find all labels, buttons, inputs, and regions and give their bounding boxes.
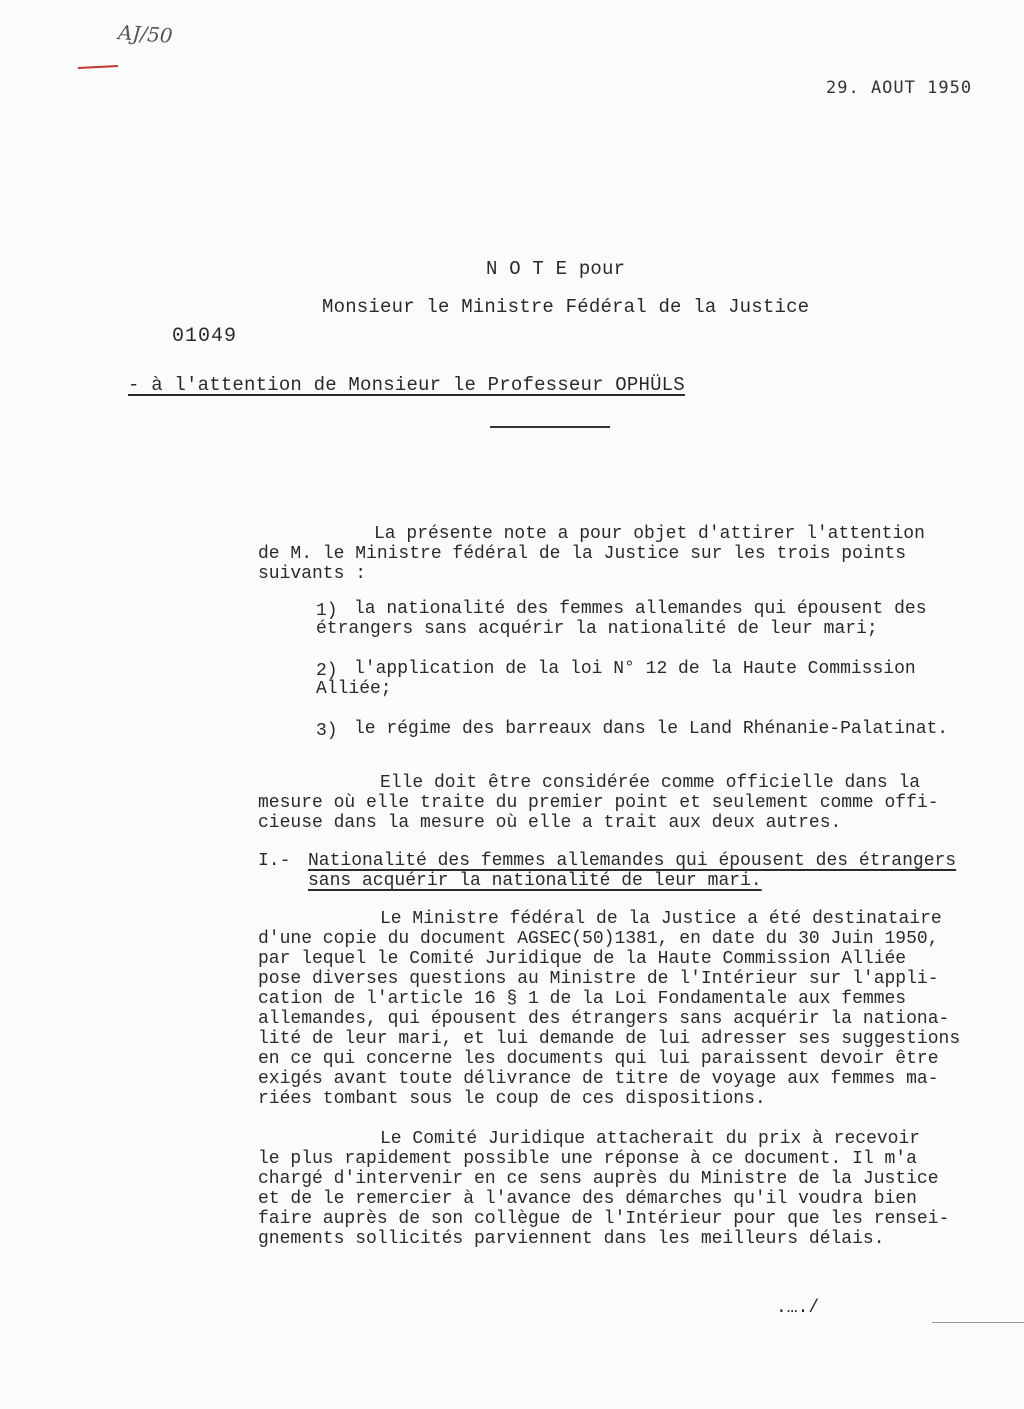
document-number: 01049 (172, 325, 238, 348)
point-2-number: 2) (316, 661, 338, 681)
date-stamp: 29. AOUT 1950 (826, 78, 973, 98)
para2-line: et de le remercier à l'avance des démarches qu'il voudra bien (258, 1189, 917, 1209)
para2-line: chargé d'intervenir en ce sens auprès du Ministre de la Justice (258, 1169, 939, 1189)
para1-line: exigés avant toute délivrance de titre de voyage aux femmes ma- (258, 1069, 939, 1089)
para1-line: en ce qui concerne les documents qui lui paraissent devoir être (258, 1049, 939, 1069)
attention-line: - à l'attention de Monsieur le Professeur OPHÜLS (128, 374, 685, 396)
point-1-number: 1) (316, 601, 338, 621)
section-1-label: I.- (258, 851, 291, 871)
official-line-1: Elle doit être considérée comme officielle dans la (380, 773, 921, 793)
handwritten-reference: AJ/50 (117, 20, 174, 48)
continuation-mark: .…./ (776, 1298, 820, 1318)
para1-line: Le Ministre fédéral de la Justice a été destinataire (380, 909, 942, 929)
para2-line: le plus rapidement possible une réponse à ce document. Il m'a (258, 1149, 917, 1169)
red-pencil-mark (78, 65, 118, 69)
point-3-number: 3) (316, 721, 338, 741)
intro-line-3: suivants : (258, 564, 367, 584)
note-title: N O T E pour (486, 258, 626, 280)
intro-line-1: La présente note a pour objet d'attirer l'attention (374, 524, 925, 544)
para2-line: gnements sollicités parviennent dans les meilleurs délais. (258, 1229, 885, 1249)
section-1-heading-1: Nationalité des femmes allemandes qui épousent des étrangers (308, 851, 957, 871)
para1-line: par lequel le Comité Juridique de la Haute Commission Alliée (258, 949, 907, 969)
para1-line: d'une copie du document AGSEC(50)1381, en date du 30 Juin 1950, (258, 929, 939, 949)
point-2-line-1: l'application de la loi N° 12 de la Haute Commission (354, 659, 916, 679)
para1-line: allemandes, qui épousent des étrangers sans acquérir la nationa- (258, 1009, 950, 1029)
para1-line: lité de leur mari, et lui demande de lui adresser ses suggestions (258, 1029, 961, 1049)
section-1-heading-2: sans acquérir la nationalité de leur mari. (308, 871, 762, 891)
para1-line: pose diverses questions au Ministre de l'Intérieur sur l'appli- (258, 969, 939, 989)
edge-line (932, 1322, 1024, 1323)
point-1-line-1: la nationalité des femmes allemandes qui épousent des (354, 599, 927, 619)
para2-line: Le Comité Juridique attacherait du prix à recevoir (380, 1129, 921, 1149)
point-3-line-1: le régime des barreaux dans le Land Rhénanie-Palatinat. (354, 719, 949, 739)
para2-line: faire auprès de son collègue de l'Intérieur pour que les rensei- (258, 1209, 950, 1229)
title-divider (490, 426, 610, 428)
official-line-2: mesure où elle traite du premier point et seulement comme offi- (258, 793, 939, 813)
point-2-line-2: Alliée; (316, 679, 392, 699)
official-line-3: cieuse dans la mesure où elle a trait aux deux autres. (258, 813, 842, 833)
para1-line: cation de l'article 16 § 1 de la Loi Fondamentale aux femmes (258, 989, 907, 1009)
intro-line-2: de M. le Ministre fédéral de la Justice sur les trois points (258, 544, 907, 564)
para1-line: riées tombant sous le coup de ces dispositions. (258, 1089, 766, 1109)
addressee-line: Monsieur le Ministre Fédéral de la Justice (322, 296, 810, 318)
point-1-line-2: étrangers sans acquérir la nationalité de leur mari; (316, 619, 878, 639)
